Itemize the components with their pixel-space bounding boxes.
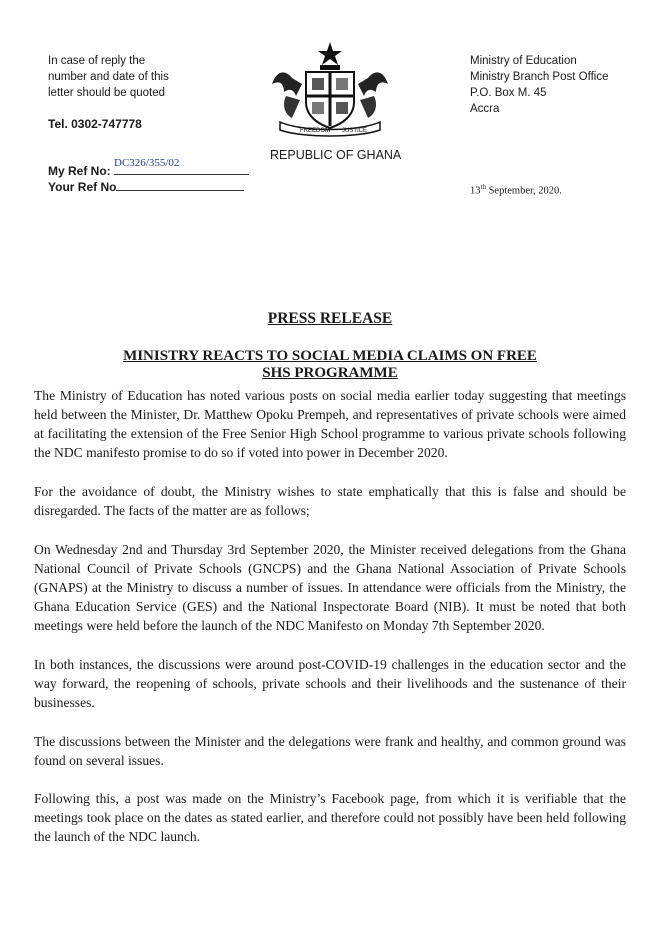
coat-of-arms-emblem	[262, 38, 398, 138]
paragraph-text: The Ministry of Education has noted various posts on social media earlier today suggesting that meetings held between the Minister, Dr. Matthew Opoku Prempeh, and representatives of private schools were aimed at facilitating the extension of the Free Senior High School programme to various private schools following the NDC manifesto promise to do so if voted into power in December 2020.	[34, 388, 626, 460]
paragraph-text: The discussions between the Minister and the delegations were frank and healthy, and common ground was found on several issues.	[34, 734, 626, 768]
address-line: P.O. Box M. 45	[470, 87, 547, 99]
reply-note-line: number and date of this	[48, 71, 169, 83]
ministry-address	[470, 53, 608, 117]
paragraph-text: For the avoidance of doubt, the Ministry wishes to state emphatically that this is false and should be disregarded. The facts of the matter are as follows;	[34, 484, 626, 518]
body-paragraph	[34, 789, 626, 846]
body-paragraph	[34, 540, 626, 635]
your-ref-field	[116, 178, 244, 191]
body-paragraph	[34, 482, 626, 520]
headline-line: SHS PROGRAMME	[262, 365, 398, 381]
address-line: Accra	[470, 103, 500, 115]
press-release-title: PRESS RELEASE	[267, 310, 393, 327]
my-ref-field	[114, 157, 249, 175]
date-day: 13	[470, 185, 481, 197]
address-line: Ministry of Education	[470, 55, 577, 67]
your-ref-label: Your Ref No	[48, 180, 117, 194]
press-release-headline	[80, 348, 580, 382]
paragraph-text: Following this, a post was made on the Ministry’s Facebook page, from which it is verifiable that the meetings took place on the dates as stated earlier, and therefore could not possibly have been held following the launch of the NDC launch.	[34, 791, 626, 844]
crest-motto-right: JUSTICE	[342, 128, 368, 134]
crest-motto-left: FREEDOM	[300, 128, 330, 134]
republic-label: REPUBLIC OF GHANA	[270, 148, 402, 162]
telephone-number: Tel. 0302-747778	[48, 117, 142, 131]
reply-instruction	[48, 53, 208, 101]
address-line: Ministry Branch Post Office	[470, 71, 609, 83]
letter-date	[470, 183, 562, 197]
body-paragraph	[34, 655, 626, 712]
paragraph-text: On Wednesday 2nd and Thursday 3rd September 2020, the Minister received delegations from the Ghana National Council of Private Schools (GNCPS) and the Ghana National Association of Private Schools (GNAPS) at the Ministry to discuss a number of issues. In attendance were officials from the Ministry, the Ghana Education Service (GES) and the National Inspectorate Board (NIB). It must be noted that both meetings were held before the launch of the NDC Manifesto on Monday 7th September 2020.	[34, 542, 626, 633]
date-rest: September, 2020.	[485, 185, 562, 197]
body-paragraph	[34, 732, 626, 770]
your-ref-row	[48, 178, 244, 194]
body-paragraph	[34, 386, 626, 462]
paragraph-text: In both instances, the discussions were around post-COVID-19 challenges in the education sector and the way forward, the reopening of schools, private schools and their livelihoods and the sustenance of their businesses.	[34, 657, 626, 710]
reply-note-line: letter should be quoted	[48, 87, 166, 99]
reply-note-line: In case of reply the	[48, 55, 146, 67]
my-ref-value: DC326/355/02	[114, 157, 180, 169]
my-ref-label: My Ref No:	[48, 164, 111, 178]
my-ref-row	[48, 157, 249, 178]
date-suffix: th	[480, 183, 486, 191]
headline-line: MINISTRY REACTS TO SOCIAL MEDIA CLAIMS ON FREE	[123, 348, 537, 364]
